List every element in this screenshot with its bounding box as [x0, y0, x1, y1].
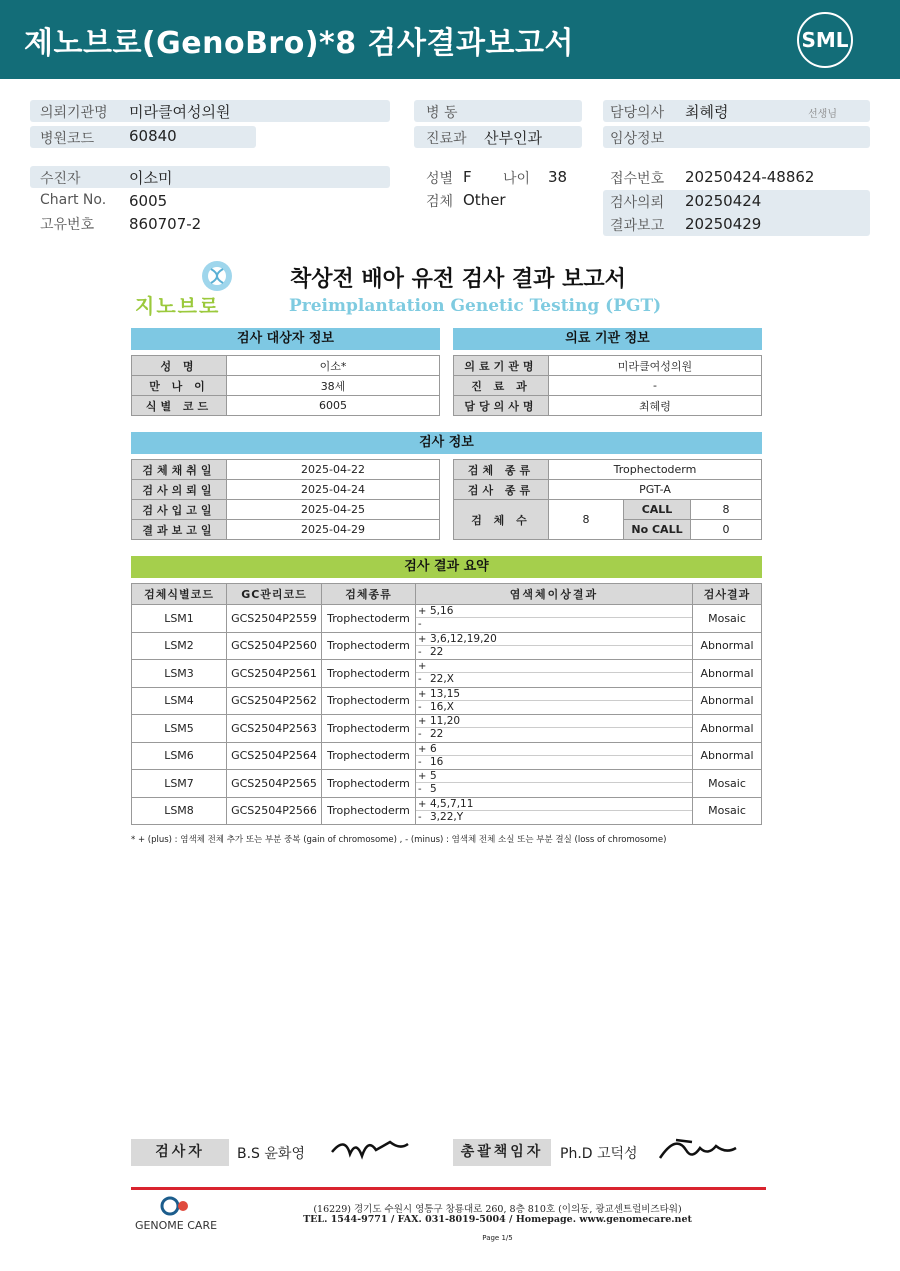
test-type: PGT-A — [549, 480, 762, 500]
age-value: 38 — [548, 168, 568, 186]
row-specimen-type: Trophectoderm — [322, 770, 416, 798]
collect-label: 검체채취일 — [132, 460, 227, 480]
row-gc-code: GCS2504P2566 — [227, 797, 322, 825]
genome-care-logo — [131, 1196, 221, 1232]
page-title: 제노브로(GenoBro)*8 검사결과보고서 — [24, 26, 574, 61]
footer-divider — [131, 1187, 766, 1190]
sex-label: 성별 — [426, 171, 454, 187]
receipt-label: 접수번호 — [610, 171, 665, 187]
id-value: 860707-2 — [129, 215, 202, 233]
table-row — [132, 660, 762, 688]
gain-value: 11,20 — [430, 715, 461, 727]
report-value: 20250429 — [685, 215, 762, 233]
col-gc-code: GC관리코드 — [227, 584, 322, 605]
tester-signature — [330, 1132, 410, 1166]
row-chromosome: + 11,20 - 22 — [416, 715, 693, 743]
row-chromosome: + 6 - 16 — [416, 742, 693, 770]
sex-value: F — [463, 168, 472, 186]
row-specimen-type: Trophectoderm — [322, 632, 416, 660]
request-date: 2025-04-24 — [227, 480, 440, 500]
subject-name: 이소* — [227, 356, 440, 376]
subject-age-label: 만 나 이 — [132, 376, 227, 396]
age-label: 나이 — [503, 171, 531, 187]
patient-label: 수진자 — [40, 171, 81, 187]
summary-heading: 검사 결과 요약 — [131, 556, 762, 578]
row-specimen-type: Trophectoderm — [322, 687, 416, 715]
row-chromosome: + 4,5,7,11 - 3,22,Y — [416, 797, 693, 825]
received-label: 검사입고일 — [132, 500, 227, 520]
row-chromosome: + 5 - 5 — [416, 770, 693, 798]
patient-value: 이소미 — [129, 169, 173, 187]
subject-table — [131, 355, 440, 416]
table-row — [132, 715, 762, 743]
tester-name: B.S 윤화영 — [237, 1146, 305, 1162]
medical-inst-label: 의료기관명 — [454, 356, 549, 376]
id-label: 고유번호 — [40, 217, 95, 233]
subject-age: 38세 — [227, 376, 440, 396]
summary-note: * + (plus) : 염색체 전체 추가 또는 부분 중복 (gain of chromosome) , - (minus) : 염색체 전체 소실 또는 부분 결실 (loss of chromosome) — [131, 835, 667, 845]
row-gc-code: GCS2504P2565 — [227, 770, 322, 798]
nocall-label: No CALL — [624, 520, 691, 540]
loss-value: 22,X — [430, 673, 454, 686]
genobro-logo — [131, 256, 251, 316]
test-type-table — [453, 459, 762, 540]
subject-code-label: 식별 코드 — [132, 396, 227, 416]
row-specimen-id: LSM7 — [132, 770, 227, 798]
row-gc-code: GCS2504P2559 — [227, 605, 322, 633]
medical-dept: - — [549, 376, 762, 396]
nocall-value: 0 — [691, 520, 762, 540]
report-date: 2025-04-29 — [227, 520, 440, 540]
gain-value: 13,15 — [430, 687, 461, 700]
table-row — [132, 687, 762, 715]
table-row — [132, 605, 762, 633]
row-chromosome: + - 22,X — [416, 660, 693, 688]
logo-text: 지노브로 — [135, 294, 221, 318]
doctor-suffix: 선생님 — [808, 109, 837, 120]
row-specimen-id: LSM6 — [132, 742, 227, 770]
table-row — [132, 770, 762, 798]
row-specimen-id: LSM2 — [132, 632, 227, 660]
collect-date: 2025-04-22 — [227, 460, 440, 480]
company-name: GENOME CARE — [134, 1219, 218, 1232]
director-name: Ph.D 고덕성 — [560, 1146, 638, 1162]
specimen-type: Trophectoderm — [549, 460, 762, 480]
table-row — [132, 742, 762, 770]
received-date: 2025-04-25 — [227, 500, 440, 520]
tester-label: 검사자 — [131, 1139, 229, 1166]
row-specimen-id: LSM4 — [132, 687, 227, 715]
row-result: Abnormal — [693, 660, 762, 688]
loss-value: 3,22,Y — [430, 810, 464, 823]
row-result: Abnormal — [693, 632, 762, 660]
row-specimen-id: LSM8 — [132, 797, 227, 825]
gain-value: 5,16 — [430, 605, 454, 617]
col-specimen-type: 검체종류 — [322, 584, 416, 605]
col-result: 검사결과 — [693, 584, 762, 605]
test-heading: 검사 정보 — [131, 432, 762, 454]
footer-address: (16229) 경기도 수원시 영통구 창룡대로 260, 8층 810호 (이의동, 광교센트럴비즈타워) — [313, 1204, 682, 1215]
hospital-code-value: 60840 — [129, 127, 177, 145]
row-gc-code: GCS2504P2560 — [227, 632, 322, 660]
row-specimen-type: Trophectoderm — [322, 660, 416, 688]
medical-dept-label: 진 료 과 — [454, 376, 549, 396]
specimen-label: 검체 — [426, 194, 454, 210]
row-result: Mosaic — [693, 797, 762, 825]
row-gc-code: GCS2504P2561 — [227, 660, 322, 688]
subject-heading: 검사 대상자 정보 — [131, 328, 440, 350]
request-value: 20250424 — [685, 192, 762, 210]
ward-label: 병 동 — [426, 105, 458, 121]
report-subtitle: Preimplantation Genetic Testing (PGT) — [289, 296, 662, 316]
gain-value: 5 — [430, 770, 437, 782]
row-specimen-type: Trophectoderm — [322, 605, 416, 633]
chart-label: Chart No. — [40, 192, 107, 208]
medical-doctor: 최혜령 — [549, 396, 762, 416]
row-result: Abnormal — [693, 742, 762, 770]
receipt-value: 20250424-48862 — [685, 168, 815, 186]
call-value: 8 — [691, 500, 762, 520]
row-gc-code: GCS2504P2562 — [227, 687, 322, 715]
doctor-value: 최혜령 — [685, 103, 729, 121]
loss-value: 22 — [430, 645, 444, 658]
table-row — [132, 797, 762, 825]
institution-label: 의뢰기관명 — [40, 105, 108, 121]
report-label: 결과보고 — [610, 218, 665, 234]
subject-name-label: 성 명 — [132, 356, 227, 376]
request-label: 검사의뢰 — [610, 195, 665, 211]
genome-care-icon — [156, 1196, 196, 1216]
row-result: Mosaic — [693, 770, 762, 798]
specimen-value: Other — [463, 191, 506, 209]
row-gc-code: GCS2504P2564 — [227, 742, 322, 770]
request-date-label: 검사의뢰일 — [132, 480, 227, 500]
page-number: Page 1/5 — [482, 1234, 513, 1242]
footer-contact: TEL. 1544-9771 / FAX. 031-8019-5004 / Homepage. www.genomecare.net — [303, 1214, 692, 1225]
patient-row — [30, 166, 390, 188]
count-value: 8 — [549, 500, 624, 540]
row-specimen-type: Trophectoderm — [322, 742, 416, 770]
hospital-code-label: 병원코드 — [40, 131, 95, 147]
loss-value: 5 — [430, 783, 437, 796]
row-chromosome: + 3,6,12,19,20 - 22 — [416, 632, 693, 660]
gain-value: 3,6,12,19,20 — [430, 632, 497, 645]
loss-value: 16,X — [430, 700, 454, 713]
clinical-label: 임상정보 — [610, 131, 665, 147]
count-label: 검 체 수 — [454, 500, 549, 540]
dept-value: 산부인과 — [484, 129, 542, 147]
medical-doctor-label: 담당의사명 — [454, 396, 549, 416]
loss-value: 22 — [430, 728, 444, 741]
medical-inst: 미라클여성의원 — [549, 356, 762, 376]
row-result: Abnormal — [693, 687, 762, 715]
report-date-label: 결과보고일 — [132, 520, 227, 540]
subject-code: 6005 — [227, 396, 440, 416]
medical-table — [453, 355, 762, 416]
row-chromosome: + 13,15 - 16,X — [416, 687, 693, 715]
report-title: 착상전 배아 유전 검사 결과 보고서 — [290, 267, 626, 292]
row-result: Mosaic — [693, 605, 762, 633]
director-signature — [656, 1130, 740, 1166]
summary-table — [131, 583, 762, 825]
row-specimen-type: Trophectoderm — [322, 797, 416, 825]
row-specimen-type: Trophectoderm — [322, 715, 416, 743]
sml-logo: SML — [797, 12, 853, 68]
chart-value: 6005 — [129, 192, 168, 210]
test-dates-table — [131, 459, 440, 540]
doctor-label: 담당의사 — [610, 105, 665, 121]
loss-value: 16 — [430, 755, 444, 768]
gain-value: 4,5,7,11 — [430, 797, 474, 810]
col-chromosome: 염색체이상결과 — [416, 584, 693, 605]
medical-heading: 의료 기관 정보 — [453, 328, 762, 350]
row-specimen-id: LSM3 — [132, 660, 227, 688]
row-specimen-id: LSM5 — [132, 715, 227, 743]
institution-value: 미라클여성의원 — [129, 103, 231, 121]
test-type-label: 검사 종류 — [454, 480, 549, 500]
col-specimen-id: 검체식별코드 — [132, 584, 227, 605]
gain-value: 6 — [430, 742, 437, 755]
row-specimen-id: LSM1 — [132, 605, 227, 633]
dept-label: 진료과 — [426, 131, 467, 147]
header-bar — [0, 0, 900, 79]
call-label: CALL — [624, 500, 691, 520]
row-result: Abnormal — [693, 715, 762, 743]
specimen-type-label: 검체 종류 — [454, 460, 549, 480]
table-row — [132, 632, 762, 660]
director-label: 총괄책임자 — [453, 1139, 551, 1166]
row-gc-code: GCS2504P2563 — [227, 715, 322, 743]
row-chromosome: + 5,16 - — [416, 605, 693, 633]
